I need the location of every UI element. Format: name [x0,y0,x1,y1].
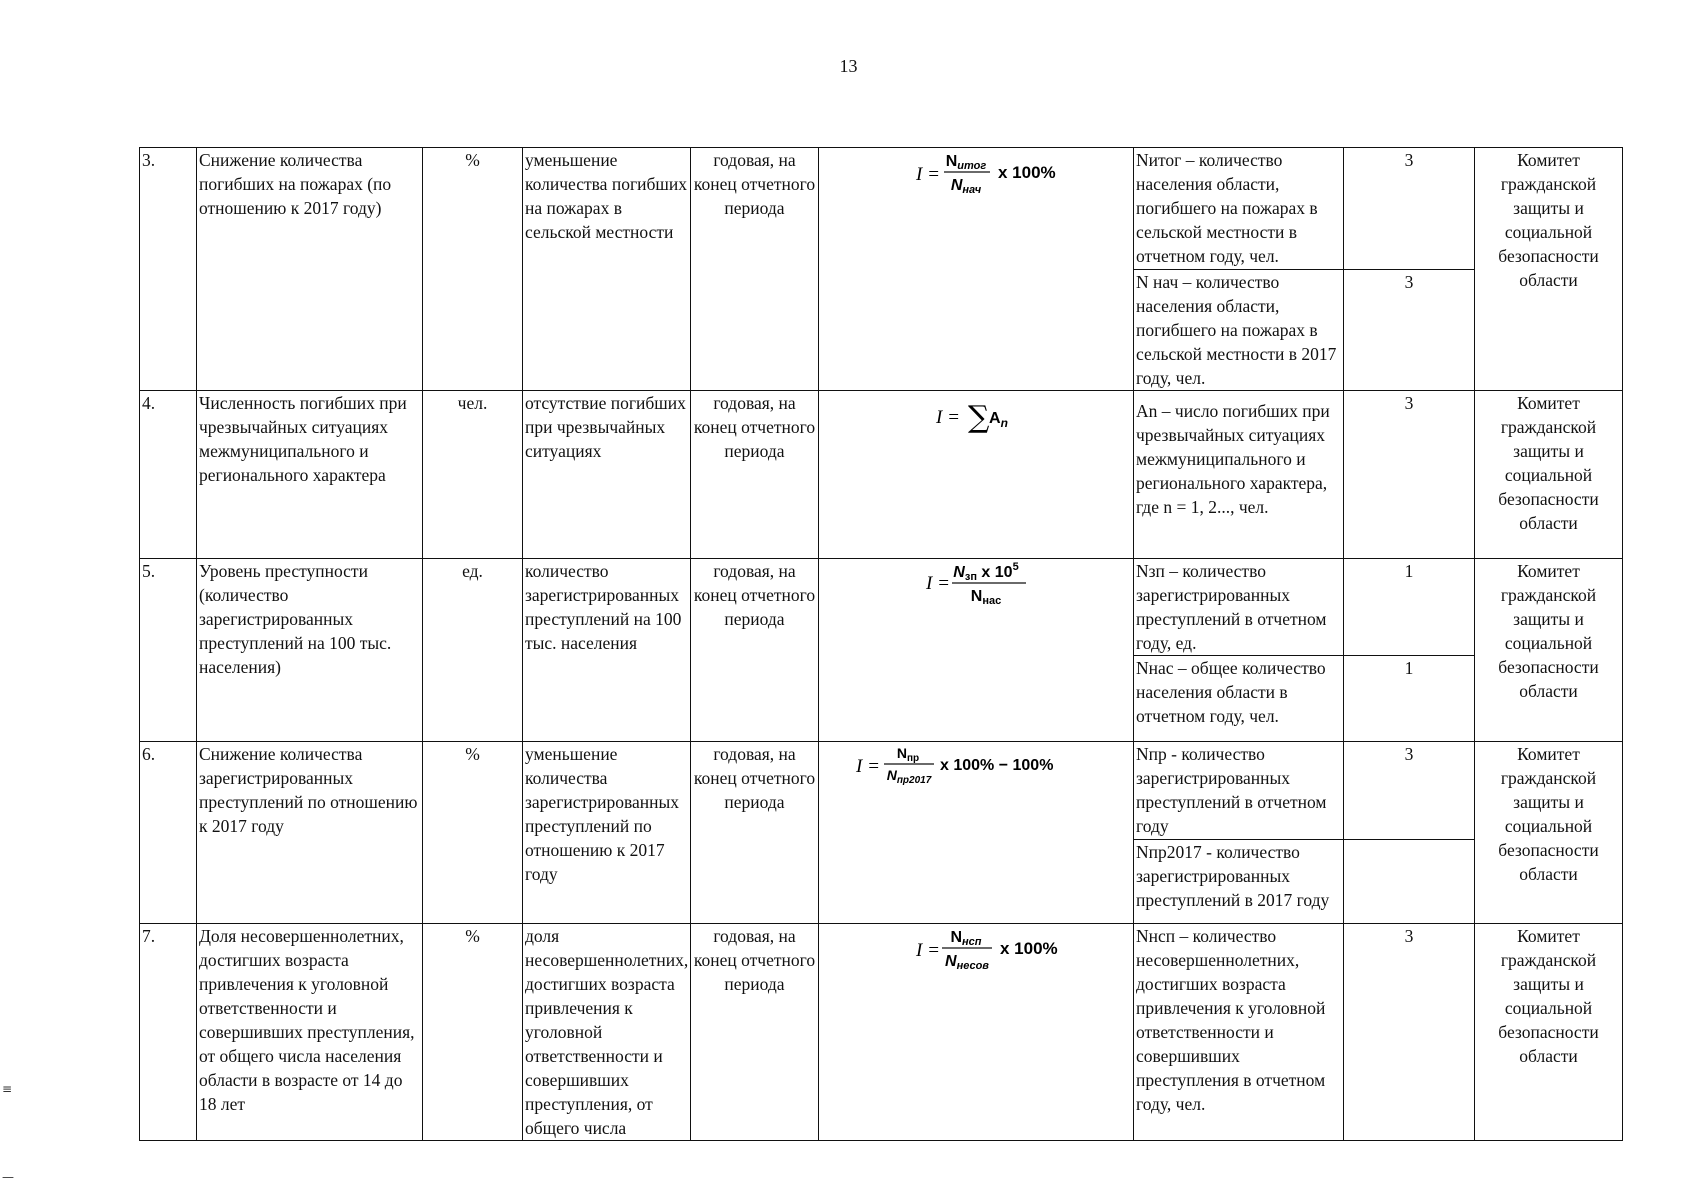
indicator-description: количество зарегистрированных преступлений на 100 тыс. населения [523,559,691,742]
svg-text:x 100% − 100%: x 100% − 100% [940,757,1054,774]
responsible-body: Комитет гражданской защиты и социальной безопасности области [1475,148,1623,391]
scan-margin-mark: ≡ [2,1082,13,1096]
indicators-table [139,147,1623,1141]
periodicity: годовая, на конец отчетного периода [691,391,819,559]
formula-graphic [826,559,1126,609]
source-code [1344,840,1475,924]
svg-text:Nпр2017: $N_{пр2017}$ [886,767,932,786]
svg-text:Nзп x 105: Nзп x $10^5$ [953,561,1019,583]
svg-text:Nнсп: Nнсп [950,929,982,948]
svg-text:x 100%: x 100% [998,163,1056,182]
indicator-name: Уровень преступности (количество зарегистрированных преступлений на 100 тыс. населения) [197,559,423,742]
variable-description: Nнас – общее количество населения области в отчетном году, чел. [1134,656,1344,742]
responsible-body: Комитет гражданской защиты и социальной безопасности области [1475,559,1623,742]
svg-text:Nнас: Nнас [970,588,1002,607]
unit: % [423,742,523,924]
variable-description: Nнсп – количество несовершеннолетних, достигших возраста привлечения к уголовной ответственности и совершивших преступления в отчетном году, чел. [1134,924,1344,1141]
unit: чел. [423,391,523,559]
formula-graphic [826,742,1126,792]
formula-graphic [826,924,1126,974]
indicator-description: уменьшение количества погибших на пожарах в сельской местности [523,148,691,391]
svg-text:Nнесов: Nнесов [945,953,989,972]
formula [819,391,1134,559]
variable-description: Nзп – количество зарегистрированных преступлений в отчетном году, ед. [1134,559,1344,656]
formula [819,924,1134,1141]
row-number: 3. [140,148,197,391]
indicator-name: Снижение количества зарегистрированных преступлений по отношению к 2017 году [197,742,423,924]
indicator-description: уменьшение количества зарегистрированных преступлений по отношению к 2017 году [523,742,691,924]
row-number: 5. [140,559,197,742]
row-number: 4. [140,391,197,559]
table-row [140,924,1623,1141]
indicator-name: Снижение количества погибших на пожарах (по отношению к 2017 году) [197,148,423,391]
source-code: 3 [1344,270,1475,391]
variable-description: Nпр2017 - количество зарегистрированных преступлений в 2017 году [1134,840,1344,924]
periodicity: годовая, на конец отчетного периода [691,148,819,391]
unit: ед. [423,559,523,742]
page-number: 13 [839,56,858,76]
source-code: 3 [1344,924,1475,1141]
table-row [140,391,1623,559]
formula [819,148,1134,391]
indicator-description: доля несовершеннолетних, достигших возраста привлечения к уголовной ответственности и совершивших преступления, от общего числа [523,924,691,1141]
scan-margin-mark: — [2,1170,14,1184]
svg-text:I =: I = [856,756,880,777]
svg-text:Nитог: Nитог [945,153,987,172]
source-code: 3 [1344,742,1475,840]
svg-text:I =: I = [926,573,950,594]
svg-text:Nпр: $N_{пр}$ [896,745,920,764]
periodicity: годовая, на конец отчетного периода [691,924,819,1141]
row-number: 6. [140,742,197,924]
svg-text:An: $A_n$ [989,410,1008,430]
source-code: 3 [1344,391,1475,559]
responsible-body: Комитет гражданской защиты и социальной безопасности области [1475,924,1623,1141]
svg-text:I =: I = [916,164,940,185]
svg-text:I =: I = [936,407,960,428]
responsible-body: Комитет гражданской защиты и социальной безопасности области [1475,391,1623,559]
variable-description: N нач – количество населения области, погибшего на пожарах в сельской местности в 2017 году, чел. [1134,270,1344,391]
periodicity: годовая, на конец отчетного периода [691,559,819,742]
formula-graphic [826,148,1126,198]
svg-text:Nнач: Nнач [950,177,982,196]
source-code: 3 [1344,148,1475,270]
formula [819,559,1134,742]
indicator-description: отсутствие погибших при чрезвычайных ситуациях [523,391,691,559]
variable-description: Nитог – количество населения области, погибшего на пожарах в сельской местности в отчетном году, чел. [1134,148,1344,270]
svg-text:x 100%: x 100% [1000,939,1058,958]
variable-description: An – число погибших при чрезвычайных ситуациях межмуниципального и регионального характера, где n = 1, 2..., чел. [1134,391,1344,559]
row-number: 7. [140,924,197,1141]
unit: % [423,148,523,391]
svg-text:I =: I = [916,940,940,961]
periodicity: годовая, на конец отчетного периода [691,742,819,924]
responsible-body: Комитет гражданской защиты и социальной безопасности области [1475,742,1623,924]
svg-text:∑: ∑ [968,400,990,435]
table-row [140,148,1623,270]
source-code: 1 [1344,559,1475,656]
variable-description: Nпр - количество зарегистрированных преступлений в отчетном году [1134,742,1344,840]
indicator-name: Доля несовершеннолетних, достигших возраста привлечения к уголовной ответственности и совершивших преступления, от общего числа населения области в возрасте от 14 до 18 лет [197,924,423,1141]
unit: % [423,924,523,1141]
formula-graphic [826,391,1126,441]
formula [819,742,1134,924]
table-row [140,559,1623,656]
indicator-name: Численность погибших при чрезвычайных ситуациях межмуниципального и регионального характера [197,391,423,559]
table-row [140,742,1623,840]
source-code: 1 [1344,656,1475,742]
